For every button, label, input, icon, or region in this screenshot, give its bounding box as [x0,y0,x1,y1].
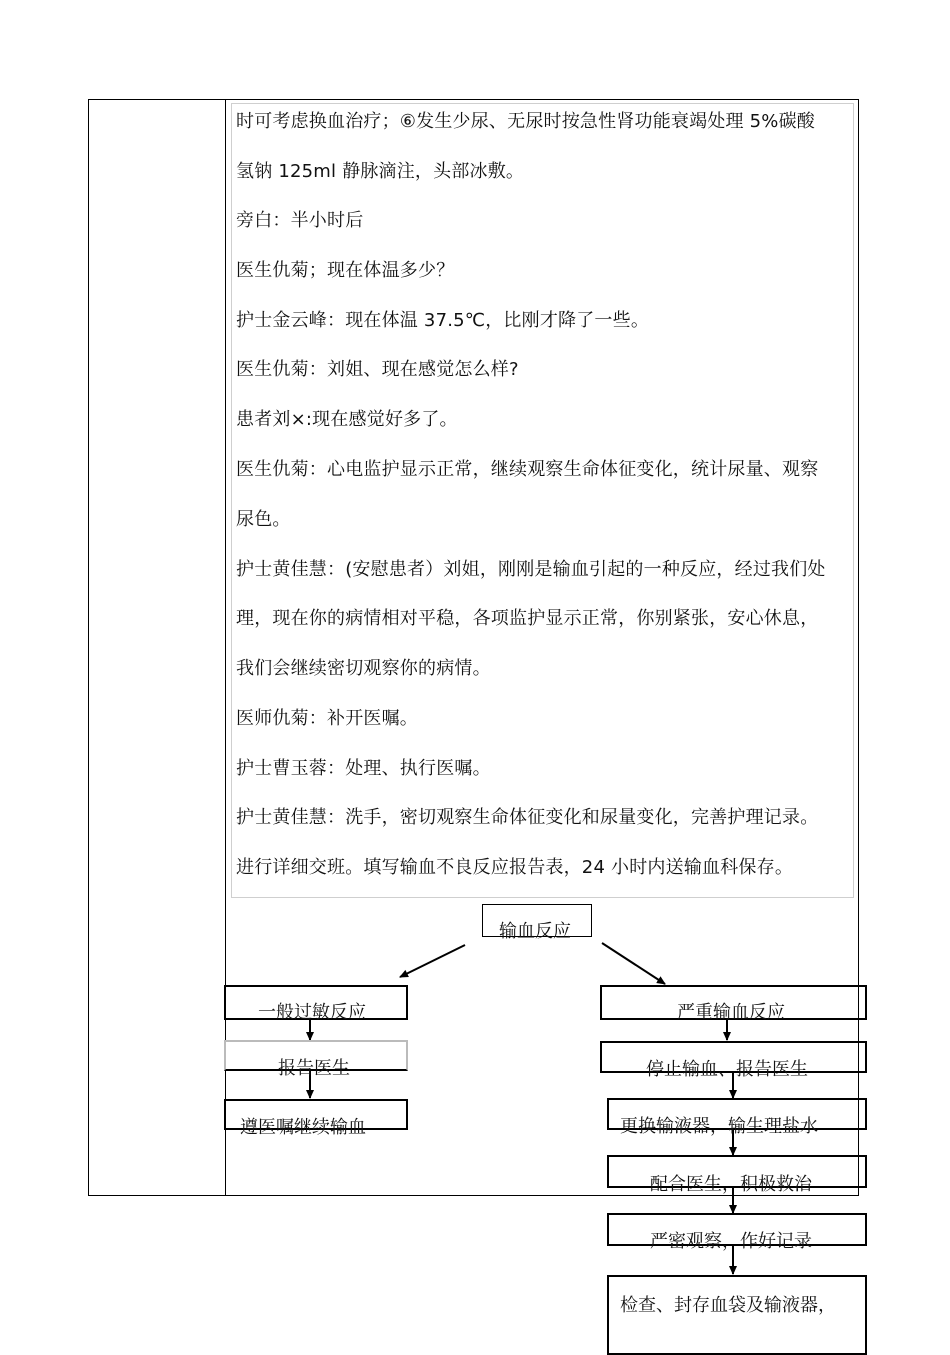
paragraph-line: 理，现在你的病情相对平稳，各项监护显示正常，你别紧张，安心休息， [236,608,819,629]
paragraph-line: 旁白：半小时后 [236,210,364,231]
paragraph-line: 护士黄佳慧：(安慰患者）刘姐，刚刚是输血引起的一种反应，经过我们处 [236,559,826,580]
paragraph-line: 时可考虑换血治疗；⑥发生少尿、无尿时按急性肾功能衰竭处理 5%碳酸 [236,111,816,132]
arrow-root-right [602,943,665,984]
paragraph-line: 医生仇菊；现在体温多少？ [236,260,455,281]
paragraph-line: 氢钠 125ml 静脉滴注，头部冰敷。 [236,161,525,182]
paragraph-line: 护士曹玉蓉：处理、执行医嘱。 [236,758,491,779]
arrow-root-left [400,945,465,977]
paragraph-line: 患者刘×:现在感觉好多了。 [236,409,458,430]
paragraph-line: 医师仇菊：补开医嘱。 [236,708,418,729]
paragraph-line: 我们会继续密切观察你的病情。 [236,658,491,679]
left-label-2: 报告医生 [278,1058,350,1079]
right-label-3: 更换输液器，输生理盐水 [620,1116,818,1137]
paragraph-line: 医生仇菊：心电监护显示正常，继续观察生命体征变化，统计尿量、观察 [236,459,819,480]
right-label-5: 严密观察，作好记录 [650,1231,812,1252]
paragraph-line: 护士黄佳慧：洗手，密切观察生命体征变化和尿量变化，完善护理记录。 [236,807,819,828]
paragraph-line: 进行详细交班。填写输血不良反应报告表，24 小时内送输血科保存。 [236,857,794,878]
right-label-2: 停止输血、报告医生 [646,1059,808,1080]
left-label-3: 遵医嘱继续输血 [240,1117,366,1138]
right-label-1: 严重输血反应 [677,1002,785,1023]
root-label: 输血反应 [499,921,571,942]
right-label-4: 配合医生，积极救治 [650,1174,812,1195]
paragraph-line: 护士金云峰：现在体温 37.5℃，比刚才降了一些。 [236,310,650,331]
right-label-6: 检查、封存血袋及输液器， [620,1295,836,1316]
left-label-1: 一般过敏反应 [258,1002,366,1023]
paragraph-line: 医生仇菊：刘姐、现在感觉怎么样? [236,359,519,380]
paragraph-line: 尿色。 [236,509,291,530]
